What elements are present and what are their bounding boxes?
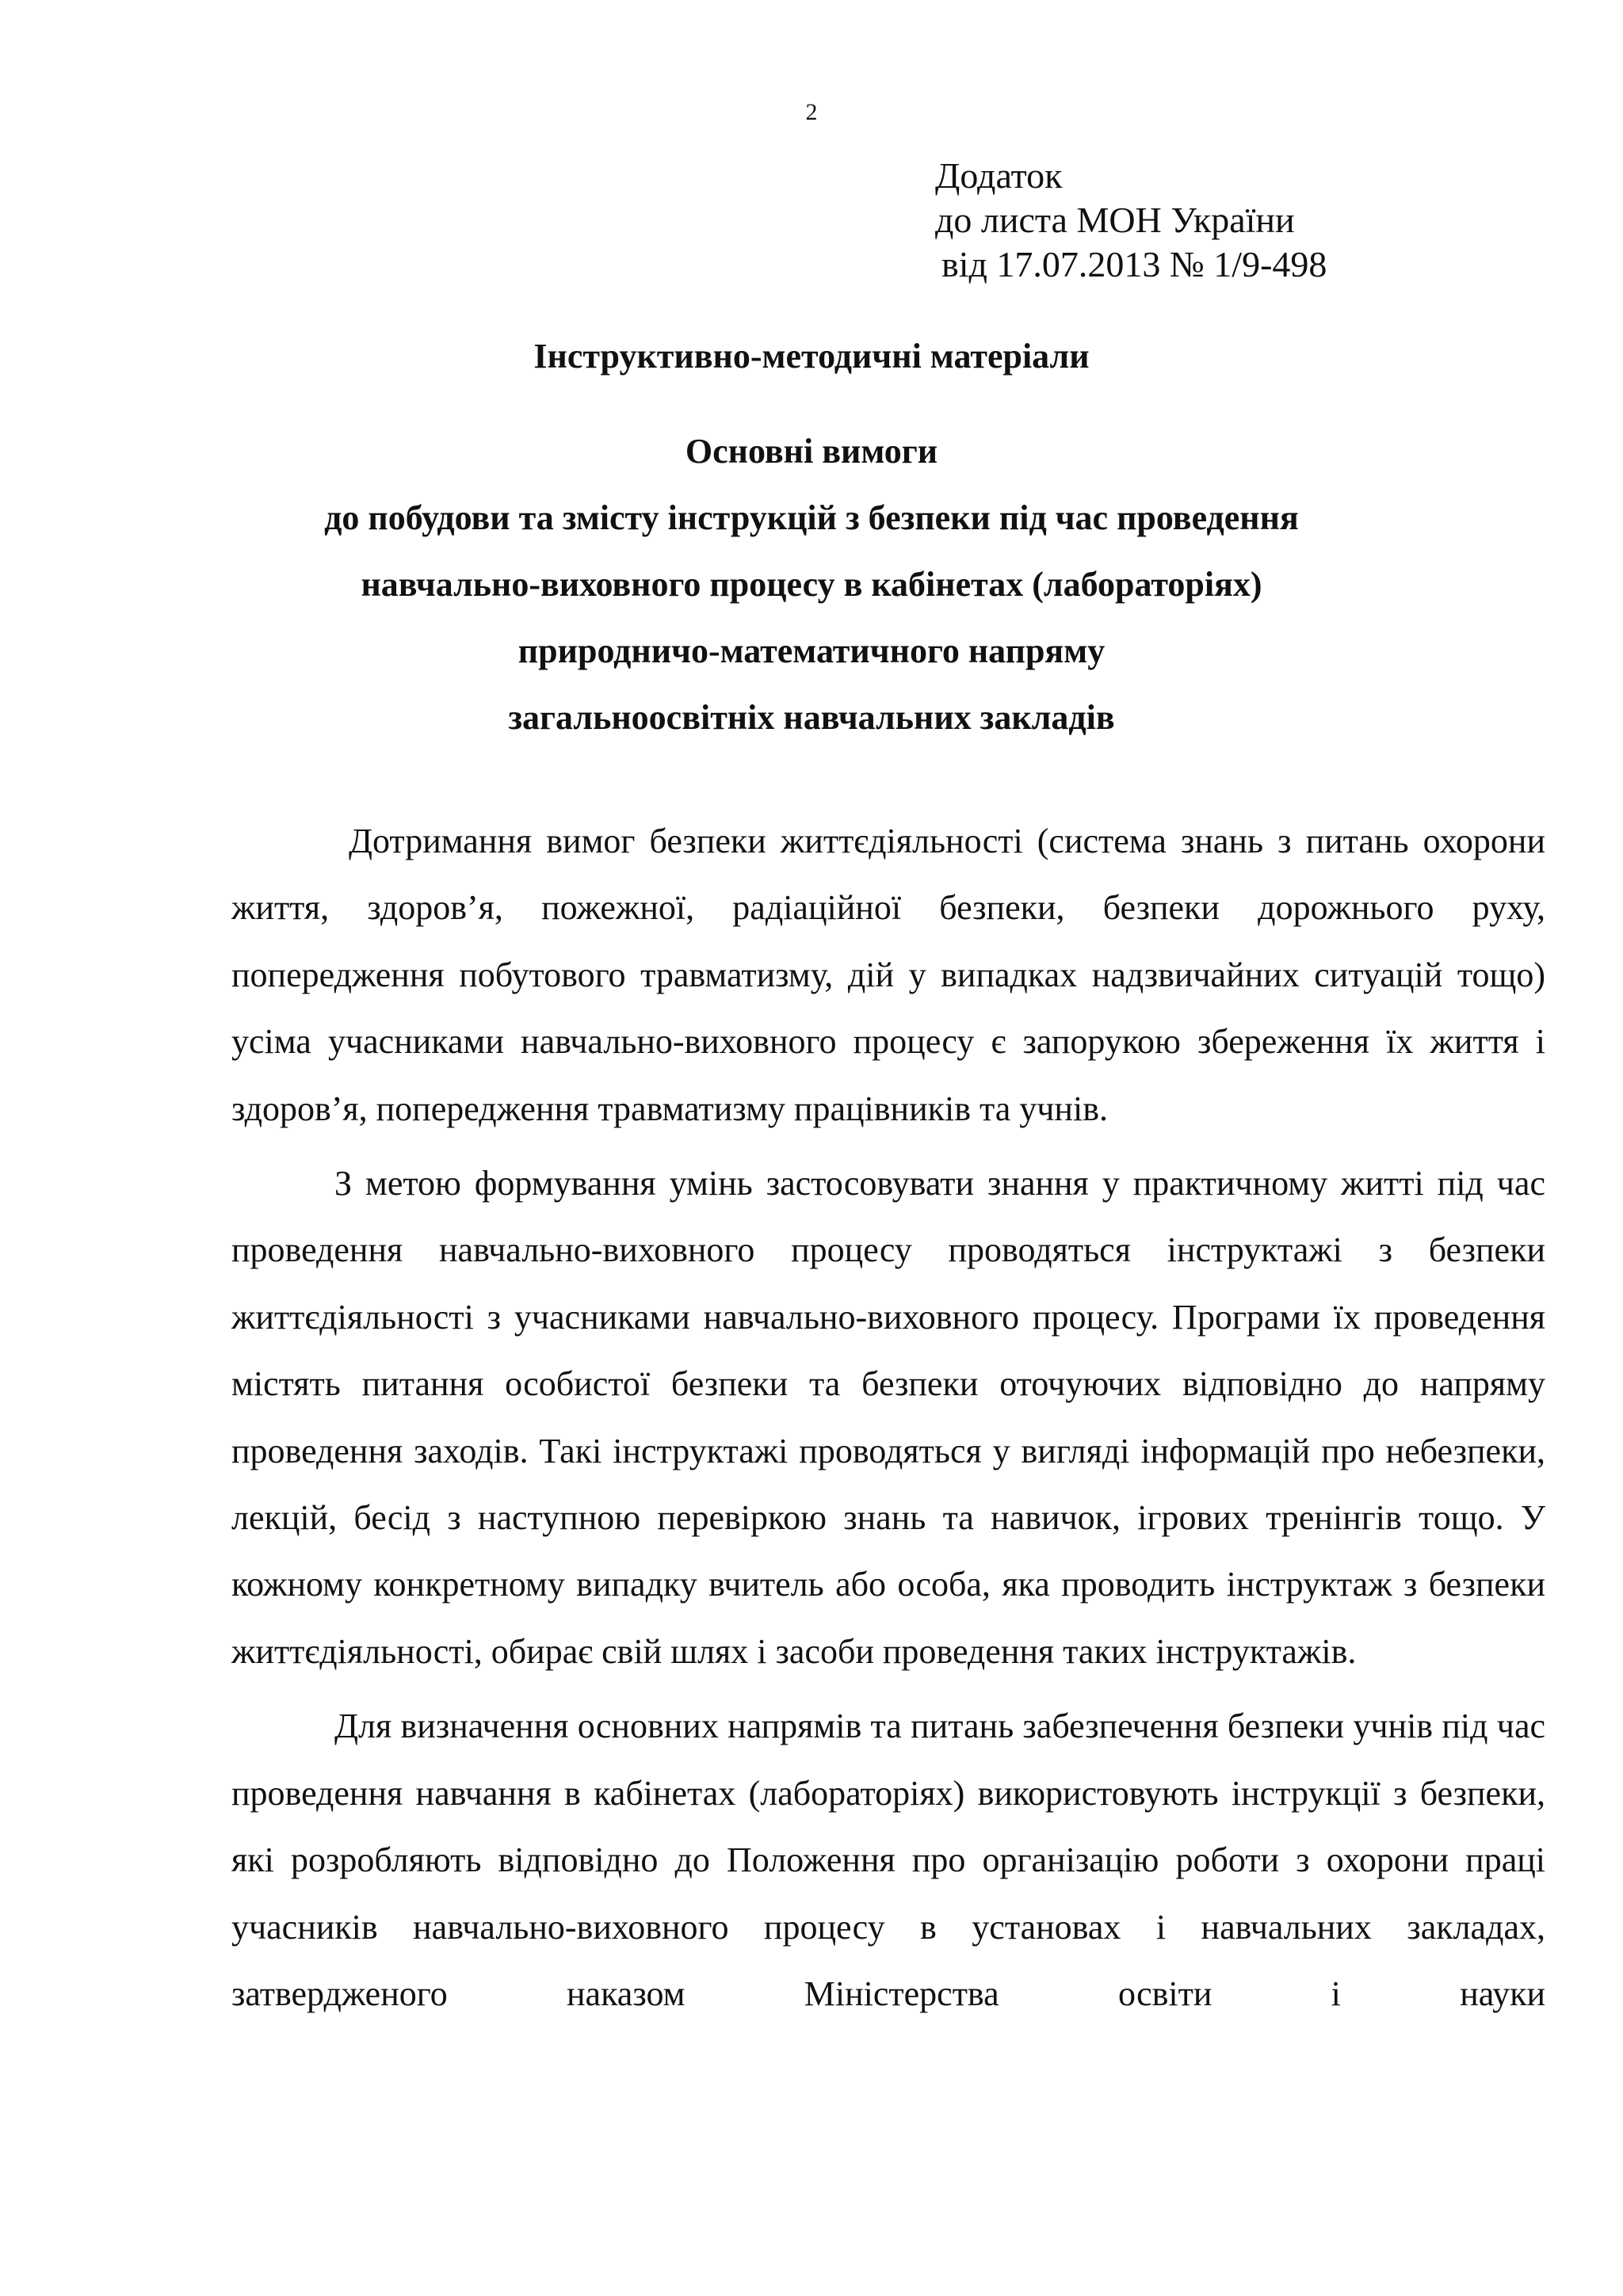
title-line: навчально-виховного процесу в кабінетах (лабораторіях)	[361, 565, 1262, 604]
annex-reference: до листа МОН України	[935, 200, 1295, 240]
document-heading: Інструктивно-методичні матеріали	[533, 337, 1090, 376]
body-paragraph: Для визначення основних напрямів та питань забезпечення безпеки учнів під час проведення навчання в кабінетах (лабораторіях) використовують інструкції з безпеки, які розробляють відповідно до Положення про організацію роботи з охорони праці учасників навчально-виховного процесу в установах і навчальних закладах, затвердженого наказом Міністерства освіти і науки	[231, 1707, 1545, 2013]
page-number: 2	[805, 99, 818, 125]
title-line: Основні вимоги	[685, 432, 938, 471]
annex-label: Додаток	[935, 155, 1063, 196]
body-paragraph: З метою формування умінь застосовувати знання у практичному житті під час проведення навчально-виховного процесу проводяться інструктажі з безпеки життєдіяльності з учасниками навчально-виховного процесу. Програми їх проведення містять питання особистої безпеки та безпеки оточуючих відповідно до напряму проведення заходів. Такі інструктажі проводяться у вигляді інформацій про небезпеки, лекцій, бесід з наступною перевіркою знань та навичок, ігрових тренінгів тощо. У кожному конкретному випадку вчитель або особа, яка проводить інструктаж з безпеки життєдіяльності, обирає свій шлях і засоби проведення таких інструктажів.	[231, 1164, 1545, 1671]
title-line: до побудови та змісту інструкцій з безпеки під час проведення	[324, 498, 1299, 537]
annex-date-number: від 17.07.2013 № 1/9-498	[941, 244, 1327, 284]
body-paragraph: Дотримання вимог безпеки життєдіяльності (система знань з питань охорони життя, здоров’я, пожежної, радіаційної безпеки, безпеки дорожнього руху, попередження побутового травматизму, дій у випадках надзвичайних ситуацій тощо) усіма учасниками навчально-виховного процесу є запорукою збереження їх життя і здоров’я, попередження травматизму працівників та учнів.	[231, 822, 1545, 1128]
annex-block	[935, 154, 1327, 287]
title-line: природничо-математичного напряму	[517, 631, 1106, 670]
document-title	[0, 418, 1623, 751]
document-body	[231, 808, 1545, 2027]
title-line: загальноосвітніх навчальних закладів	[508, 698, 1115, 737]
